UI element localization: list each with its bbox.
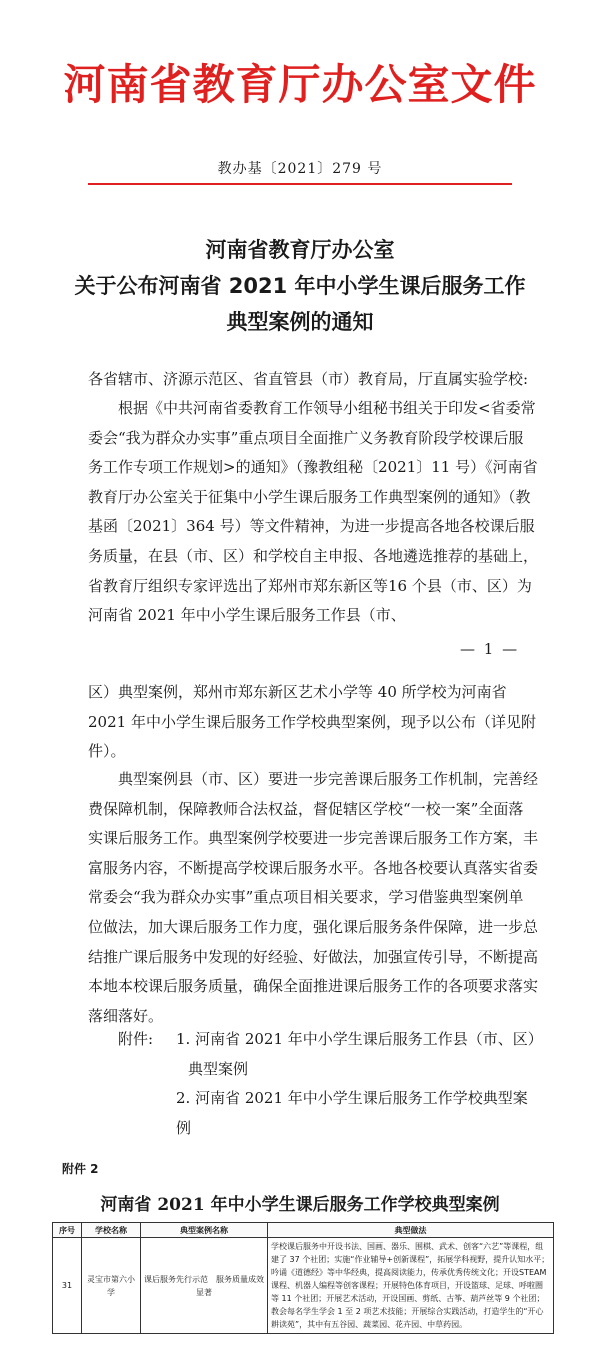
page-number: — 1 — — [460, 640, 520, 658]
notice-title — [0, 232, 600, 340]
column-header-case: 典型案例名称 — [141, 1223, 268, 1238]
notice-title-line-1: 河南省教育厅办公室 — [205, 238, 395, 262]
paragraph-text: 根据《中共河南省委教育工作领导小组秘书组关于印发<省委常委会“我为群众办实事”重点项目全面推广义务教育阶段学校课后服务工作专项工作规划>的通知》（豫教组秘〔2021〕11 号）《河南省教育厅办公室关于征集中小学生课后服务工作典型案例的通知》（教基函〔2021〕364 号）等文件精神，为进一步提高各地各校课后服务质量，在县（市、区）和学校自主申报、各地遴选推荐的基础上，省教育厅组织专家评选出了郑州市郑东新区等16 个县（市、区）为河南省 2021 年中小学生课后服务工作县（市、 — [88, 399, 539, 625]
column-header-index: 序号 — [53, 1223, 82, 1238]
attachment-item-1-cont: 典型案例 — [188, 1059, 249, 1078]
addressee: 各省辖市、济源示范区、省直管县（市）教育局，厅直属实验学校: — [88, 370, 529, 388]
column-header-school: 学校名称 — [82, 1223, 141, 1238]
table-header-row — [53, 1223, 554, 1238]
red-divider — [88, 183, 512, 185]
attachment-item-1: 1. 河南省 2021 年中小学生课后服务工作县（市、区） — [176, 1030, 543, 1048]
paragraph-text: 典型案例县（市、区）要进一步完善课后服务工作机制，完善经费保障机制，保障教师合法权益，督促辖区学校“一校一案”全面落实课后服务工作。典型案例学校要进一步完善课后服务工作方案，丰富服务内容，不断提高学校课后服务水平。各地各校要认真落实省委常委会“我为群众办实事”重点项目相关要求，学习借鉴典型案例单位做法，加大课后服务工作力度，强化课后服务条件保障，进一步总结推广课后服务中发现的好经验、好做法，加强宣传引导，不断提高本地本校课后服务质量，确保全面推进课后服务工作的各项要求落实落细落好。 — [88, 770, 539, 1025]
cell-practice: 学校课后服务中开设书法、国画、器乐、围棋、武术、创客“六艺”等课程，组建了 37 个社团；实施“作业辅导+创新课程”，拓展学科视野，提升认知水平；吟诵《道德经》等中华经典，提高阅读能力，传承优秀传统文化；开设STEAM 课程、机器人编程等创客课程；开展特色体育项目，开设篮球、足球、呼啦圈等 11 个社团；开展艺术活动，开设国画、剪纸、古筝、葫芦丝等 9 个社团；教会每名学生学会 1 至 2 项艺术技能；开展综合实践活动，打造学生的“开心耕读苑”，其中有五谷园、蔬菜园、花卉园、中草药园。 — [268, 1238, 554, 1334]
annex-label: 附件 2 — [62, 1162, 99, 1176]
document-number: 教办基〔2021〕279 号 — [217, 161, 383, 177]
document-header-title: 河南省教育厅办公室文件 — [63, 60, 537, 109]
cell-case-name: 课后服务先行示范 服务质量成效显著 — [141, 1238, 268, 1334]
notice-title-line-3: 典型案例的通知 — [226, 310, 374, 334]
document-page — [0, 0, 600, 670]
table-row — [53, 1238, 554, 1334]
notice-title-line-2: 关于公布河南省 2021 年中小学生课后服务工作 — [74, 274, 526, 298]
attachment-item-2: 2. 河南省 2021 年中小学生课后服务工作学校典型案例 — [176, 1089, 528, 1137]
attachments-label: 附件: — [118, 1030, 154, 1048]
annex-title: 河南省 2021 年中小学生课后服务工作学校典型案例 — [100, 1195, 500, 1215]
cell-school: 灵宝市第六小学 — [82, 1238, 141, 1334]
column-header-practice: 典型做法 — [268, 1223, 554, 1238]
cases-table — [52, 1222, 554, 1334]
paragraph-text: 区）典型案例，郑州市郑东新区艺术小学等 40 所学校为河南省2021 年中小学生课后服务工作学校典型案例，现予以公布（详见附件）。 — [88, 683, 536, 761]
body-paragraph-1 — [88, 394, 538, 631]
attachments-list — [118, 1025, 543, 1143]
body-paragraph-1-continued — [88, 678, 538, 767]
body-paragraph-2 — [88, 765, 538, 1031]
cell-index: 31 — [53, 1238, 82, 1334]
